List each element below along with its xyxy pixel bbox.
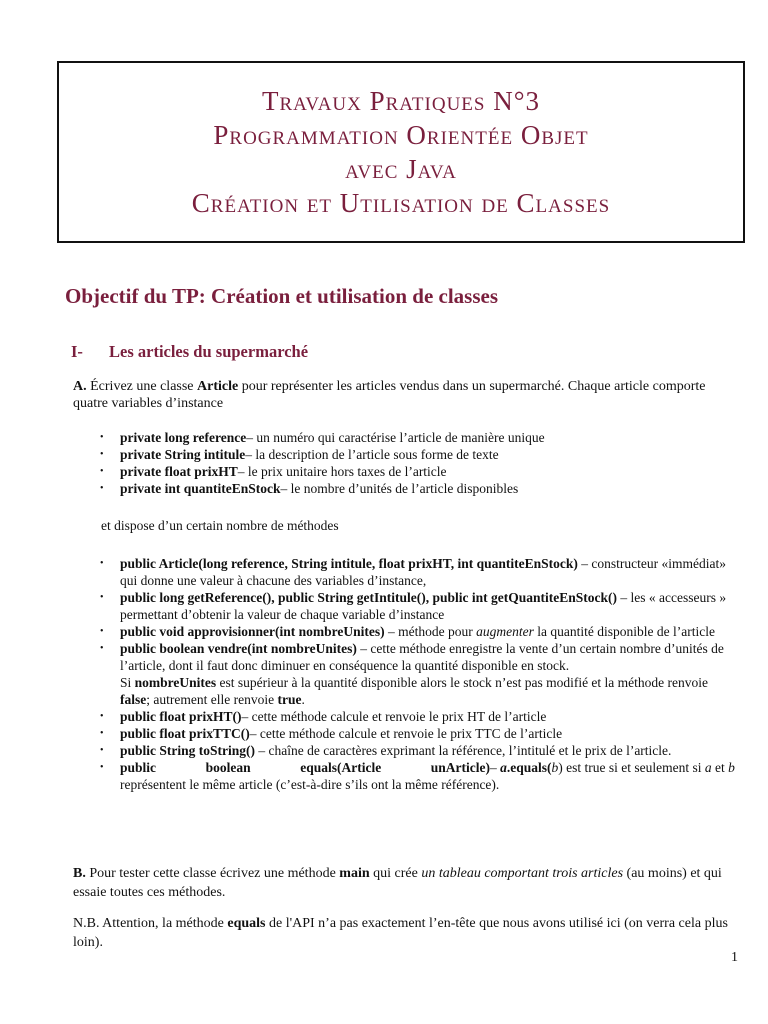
desc: – la description de l’article sous forme de texte [245,447,499,462]
desc: – [490,760,501,775]
emphasis: b [728,760,735,775]
code: unArticle) [430,760,490,775]
title-line-1: Travaux Pratiques N°3 [261,86,541,116]
text: Si [120,675,135,690]
note-paragraph [73,914,737,952]
text: . [301,692,305,707]
code: main [339,866,370,881]
code: public float prixHT() [120,709,242,724]
list-item [100,429,720,446]
list-item [100,463,720,480]
code: private long reference [120,430,247,445]
title-line-2: Programmation Orientée Objet [213,120,589,150]
desc: et [711,760,729,775]
list-item [100,555,736,589]
text: qui crée [369,866,422,881]
code: public boolean vendre(int nombreUnites) [120,641,357,656]
text: ; autrement elle renvoie [146,692,278,707]
desc: la quantité disponible de l’article [533,624,715,639]
list-item [100,725,736,742]
desc: – cette méthode calcule et renvoie le prix TTC de l’article [249,726,563,741]
desc: représentent le même article (c’est-à-dire s’ils ont la même référence). [120,777,500,792]
list-item [100,742,736,759]
title-line-4: Création et Utilisation de Classes [191,188,611,218]
code: a [500,760,507,775]
list-item [100,480,720,497]
list-item [100,623,736,640]
objective-heading: Objectif du TP: Création et utilisation de classes [65,284,499,308]
variables-list [100,429,720,497]
code: nombreUnites [134,675,217,690]
text: pour représenter les articles vendus dans un supermarché. Chaque article comporte quatre variables d’instance [73,379,706,411]
code: false [120,692,147,707]
part-a-paragraph [73,378,733,412]
text: (au moins) et qui essaie toutes ces méthodes. [73,866,722,900]
code: equals [227,916,266,931]
part-a-label: A. [73,379,87,394]
code: public void approvisionner(int nombreUnites) [120,624,385,639]
emphasis: a [704,760,712,775]
page-number: 1 [731,950,738,965]
methods-intro: et dispose d’un certain nombre de méthodes [101,518,339,533]
desc: – cette méthode enregistre la vente d’un certain nombre d’unités de l’article, dont il faut donc diminuer en conséquence la quantité disponible en stock. [120,641,724,673]
list-item [100,589,736,623]
code: boolean [205,760,251,775]
code: private float prixHT [120,464,238,479]
desc: – constructeur «immédiat» qui donne une valeur à chacune des variables d’instance, [120,556,726,588]
desc: – le nombre d’unités de l’article disponibles [280,481,519,496]
title-box [57,61,745,243]
text: de l'API n’a pas exactement l’en-tête que nous avons utilisé ici (on verra cela plus loin). [73,916,728,950]
desc: – méthode pour [384,624,477,639]
section-title: Les articles du supermarché [109,342,309,361]
code: public Article(long reference, String intitule, float prixHT, int quantiteEnStock) [120,556,578,571]
emphasis: augmenter [476,624,534,639]
code: public float prixTTC() [120,726,250,741]
code: .equals( [506,760,552,775]
code: public String toString() [120,743,256,758]
list-item [100,446,720,463]
code: public long getReference(), public String getIntitule(), public int getQuantiteEnStock() [120,590,617,605]
code: equals(Article [300,760,382,775]
class-name: Article [197,379,239,394]
code: b [551,760,559,775]
code: true [277,692,302,707]
desc: – les « accesseurs » permettant d’obtenir la valeur de chaque variable d’instance [120,590,727,622]
emphasis: un tableau comportant trois articles [421,866,624,881]
part-b-label: B. [73,866,86,881]
code: • public [120,760,157,775]
desc: – chaîne de caractères exprimant la référence, l’intitulé et le prix de l’article. [255,743,672,758]
desc: ) est true si et seulement si [558,760,705,775]
text: Écrivez une classe [86,379,198,394]
methods-list [100,555,736,793]
part-b-paragraph [73,864,737,902]
list-item [100,708,736,725]
title-line-3: avec Java [345,154,457,184]
code: private int quantiteEnStock [120,481,281,496]
code: private String intitule [120,447,246,462]
section-heading [71,342,308,362]
desc: – un numéro qui caractérise l’article de manière unique [246,430,545,445]
list-item [100,640,736,708]
list-item [100,759,736,793]
text: N.B. Attention, la méthode [73,916,228,931]
text: Pour tester cette classe écrivez une méthode [85,866,340,881]
text: est supérieur à la quantité disponible alors le stock n’est pas modifié et la méthode renvoie [216,675,709,690]
section-number: I- [71,342,83,361]
desc: – le prix unitaire hors taxes de l’article [237,464,447,479]
desc: – cette méthode calcule et renvoie le prix HT de l’article [241,709,547,724]
